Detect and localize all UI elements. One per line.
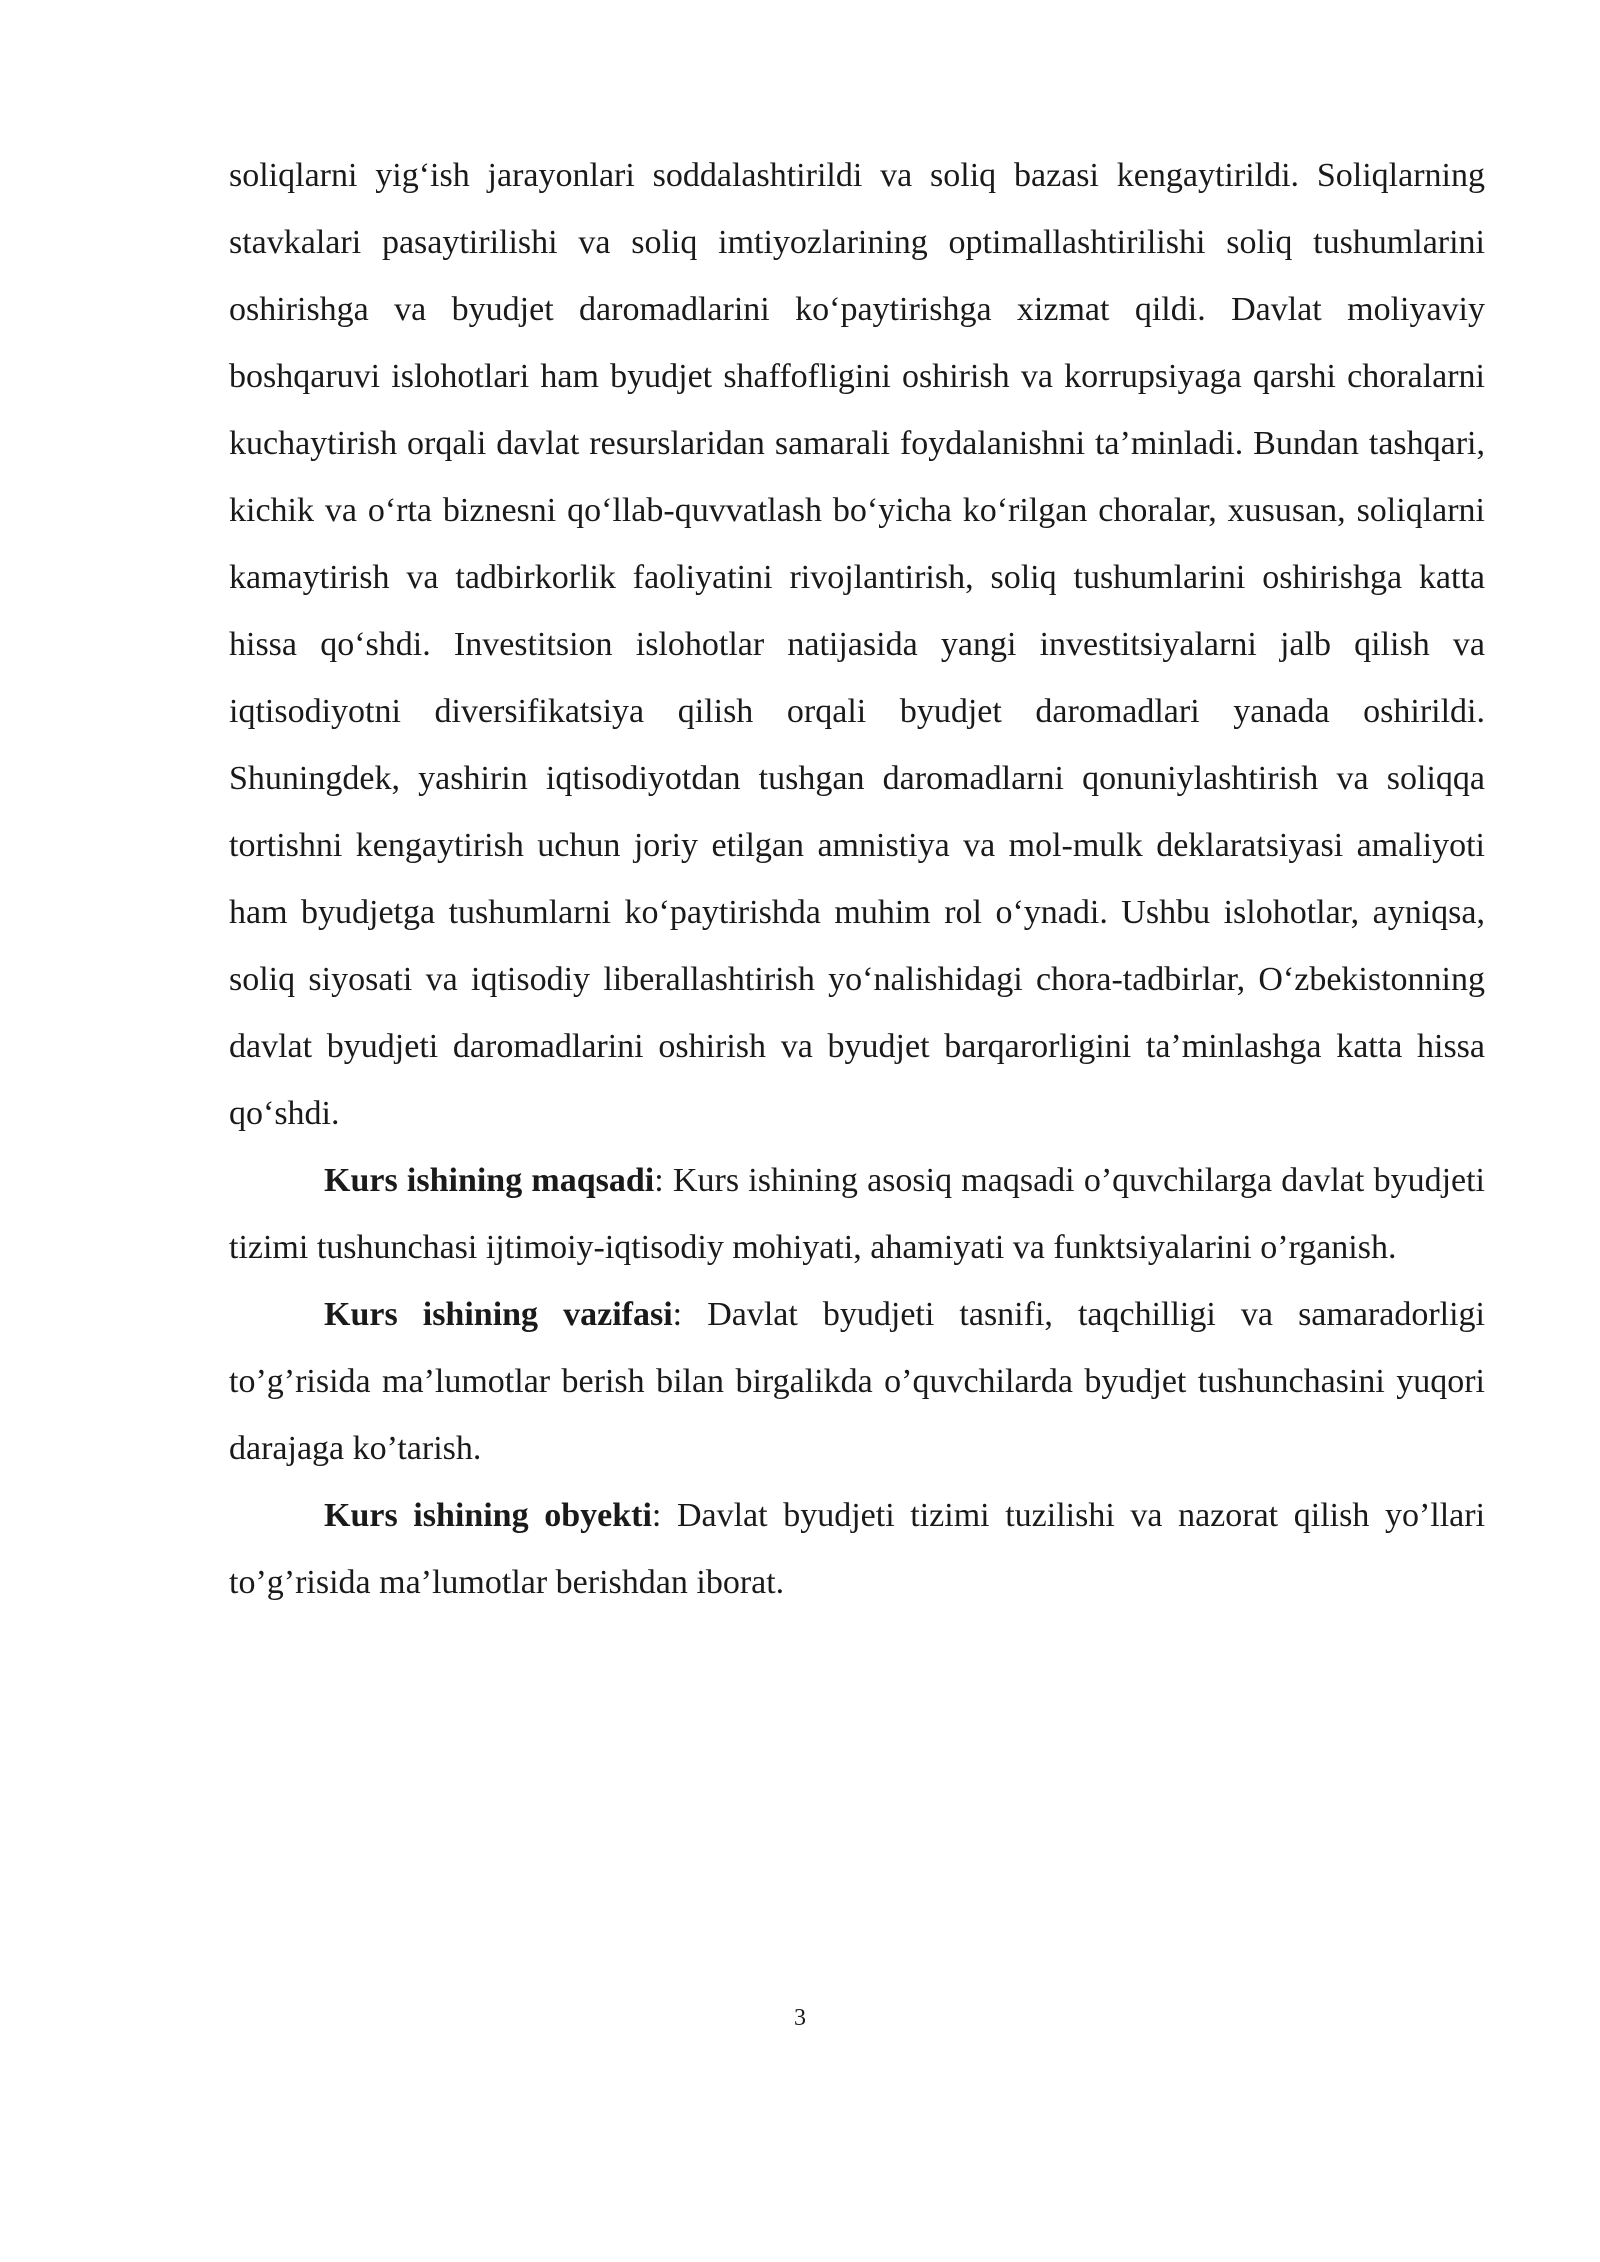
task-text: : Davlat byudjeti tasnifi, taqchilligi va samaradorligi to’g’risida ma’lumotlar berish bilan birgalikda o’quvchilarda byudjet tushunchasini yuqori darajaga ko’tarish. (229, 1296, 1485, 1467)
task-label: Kurs ishining vazifasi (324, 1296, 673, 1333)
paragraph-object (229, 1482, 1485, 1616)
body-text (229, 142, 1485, 1616)
page-number: 3 (794, 2005, 806, 2031)
paragraph-reforms: soliqlarni yig‘ish jarayonlari soddalashtirildi va soliq bazasi kengaytirildi. Soliqlarning stavkalari pasaytirilishi va soliq imtiyozlarining optimallashtirilishi soliq tushumlarini oshirishga va byudjet daromadlarini ko‘paytirishga xizmat qildi. Davlat moliyaviy boshqaruvi islohotlari ham byudjet shaffofligini oshirish va korrupsiyaga qarshi choralarni kuchaytirish orqali davlat resurslaridan samarali foydalanishni ta’minladi. Bundan tashqari, kichik va o‘rta biznesni qo‘llab-quvvatlash bo‘yicha ko‘rilgan choralar, xususan, soliqlarni kamaytirish va tadbirkorlik faoliyatini rivojlantirish, soliq tushumlarini oshirishga katta hissa qo‘shdi. Investitsion islohotlar natijasida yangi investitsiyalarni jalb qilish va iqtisodiyotni diversifikatsiya qilish orqali byudjet daromadlari yanada oshirildi. Shuningdek, yashirin iqtisodiyotdan tushgan daromadlarni qonuniylashtirish va soliqqa tortishni kengaytirish uchun joriy etilgan amnistiya va mol-mulk deklaratsiyasi amaliyoti ham byudjetga tushumlarni ko‘paytirishda muhim rol o‘ynadi. Ushbu islohotlar, ayniqsa, soliq siyosati va iqtisodiy liberallashtirish yo‘nalishidagi chora-tadbirlar, O‘zbekistonning davlat byudjeti daromadlarini oshirish va byudjet barqarorligini ta’minlashga katta hissa qo‘shdi. (229, 157, 1485, 1132)
paragraph-goal (229, 1147, 1485, 1281)
goal-label: Kurs ishining maqsadi (324, 1162, 655, 1199)
goal-text: : Kurs ishining asosiq maqsadi o’quvchilarga davlat byudjeti tizimi tushunchasi ijtimoiy-iqtisodiy mohiyati, ahamiyati va funktsiyalarini o’rganish. (229, 1162, 1485, 1266)
object-label: Kurs ishining obyekti (324, 1497, 652, 1534)
object-text: : Davlat byudjeti tizimi tuzilishi va nazorat qilish yo’llari to’g’risida ma’lumotlar berishdan iborat. (229, 1497, 1486, 1601)
paragraph-task (229, 1281, 1485, 1482)
